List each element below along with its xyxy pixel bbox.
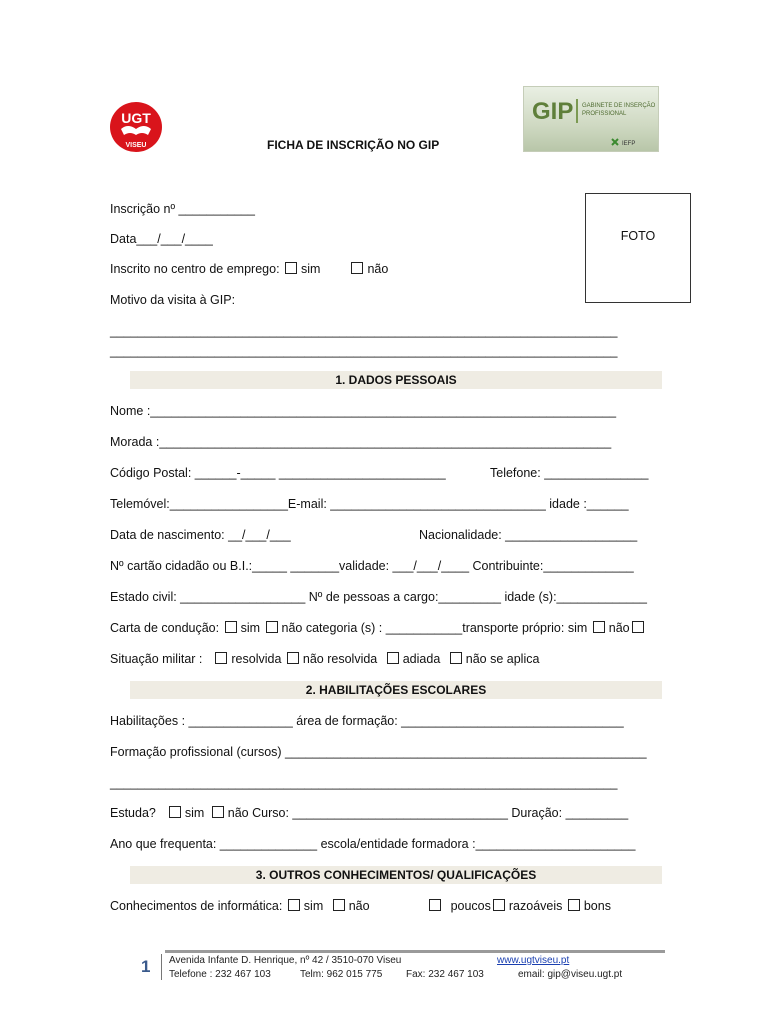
section-2-title: 2. HABILITAÇÕES ESCOLARES	[305, 683, 487, 697]
motivo-line-2[interactable]: _________________________________________________________________________	[110, 344, 618, 358]
gip-logo-line2: PROFISSIONAL	[582, 111, 627, 117]
informatica-nao-label: não	[348, 899, 370, 913]
footer-telm: Telm: 962 015 775	[300, 969, 383, 980]
formacao-line[interactable]: _________________________________________________________________________	[110, 776, 618, 790]
estado-civil-field[interactable]: Estado civil: __________________ Nº de pessoas a cargo:_________ idade (s):_____________	[110, 590, 647, 604]
nome-field[interactable]: Nome :___________________________________________________________________	[110, 404, 617, 418]
transporte-nao-label: não	[608, 621, 630, 635]
footer-email: email: gip@viseu.ugt.pt	[518, 969, 623, 980]
estuda-row	[110, 806, 628, 820]
gip-logo	[523, 86, 659, 152]
ano-frequenta-field[interactable]: Ano que frequenta: ______________ escola/entidade formadora :_______________________	[110, 837, 636, 851]
section-3-header	[130, 866, 662, 884]
carta-row	[110, 621, 648, 635]
telemovel-email-field[interactable]: Telemóvel:_________________E-mail: _______________________________ idade :______	[110, 497, 629, 511]
nivel-poucos-label: poucos	[450, 899, 491, 913]
nivel-razoaveis-label: razoáveis	[508, 899, 563, 913]
carta-nao-checkbox[interactable]	[266, 621, 278, 633]
data-field[interactable]: Data___/___/____	[110, 232, 213, 246]
ugt-viseu-logo	[109, 101, 165, 156]
morada-field[interactable]: Morada :_________________________________________________________________	[110, 435, 612, 449]
inscrito-row	[110, 262, 388, 276]
section-2-header	[130, 681, 662, 699]
section-1-header	[130, 371, 662, 389]
militar-resolvida-checkbox[interactable]	[215, 652, 227, 664]
carta-sim-label: sim	[240, 621, 261, 635]
gip-logo-abbr: GIP	[532, 98, 574, 125]
nivel-poucos-checkbox[interactable]	[429, 899, 441, 911]
estuda-label: Estuda?	[110, 806, 156, 820]
gip-logo-partner: IEFP	[622, 141, 636, 147]
estuda-sim-checkbox[interactable]	[169, 806, 181, 818]
formacao-field[interactable]: Formação profissional (cursos) ____________________________________________________	[110, 745, 647, 759]
nivel-bons-label: bons	[583, 899, 611, 913]
informatica-nao-checkbox[interactable]	[333, 899, 345, 911]
informatica-sim-checkbox[interactable]	[288, 899, 300, 911]
militar-nao-resolvida-checkbox[interactable]	[287, 652, 299, 664]
militar-option: não resolvida	[302, 652, 378, 666]
militar-adiada-checkbox[interactable]	[387, 652, 399, 664]
transporte-sim-checkbox[interactable]	[593, 621, 605, 633]
inscricao-field[interactable]: Inscrição nº ___________	[110, 202, 255, 216]
ugt-logo-text: UGT	[121, 110, 151, 126]
photo-box	[585, 193, 691, 303]
data-nascimento-field[interactable]: Data de nascimento: __/___/___	[110, 528, 291, 542]
footer-telefone: Telefone : 232 467 103	[169, 969, 271, 980]
section-3-title: 3. OUTROS CONHECIMENTOS/ QUALIFICAÇÕES	[255, 868, 537, 882]
inscrito-sim-label: sim	[301, 262, 321, 276]
inscrito-label: Inscrito no centro de emprego:	[110, 262, 280, 276]
inscrito-nao-checkbox[interactable]	[351, 262, 363, 274]
cartao-field[interactable]: Nº cartão cidadão ou B.I.:_____ _______validade: ___/___/____ Contribuinte:_____________	[110, 559, 634, 573]
militar-option: resolvida	[231, 652, 282, 666]
nivel-bons-checkbox[interactable]	[568, 899, 580, 911]
footer-website-link[interactable]: www.ugtviseu.pt	[497, 955, 570, 966]
militar-label: Situação militar :	[110, 652, 203, 666]
page-number: 1	[141, 957, 151, 976]
estuda-nao-checkbox[interactable]	[212, 806, 224, 818]
estuda-sim-label: sim	[184, 806, 205, 820]
motivo-line-1[interactable]: _________________________________________________________________________	[110, 324, 618, 338]
estuda-nao-curso: não Curso: _______________________________ Duração: _________	[227, 806, 629, 820]
inscrito-nao-label: não	[367, 262, 389, 276]
militar-nao-aplica-checkbox[interactable]	[450, 652, 462, 664]
section-1-title: 1. DADOS PESSOAIS	[335, 373, 457, 387]
carta-label: Carta de condução:	[110, 621, 220, 635]
footer-vertical-divider	[161, 954, 162, 980]
photo-label: FOTO	[620, 229, 656, 243]
footer-fax: Fax: 232 467 103	[406, 969, 484, 980]
nacionalidade-field[interactable]: Nacionalidade: ___________________	[419, 528, 638, 542]
informatica-label: Conhecimentos de informática:	[110, 899, 283, 913]
informatica-row	[110, 899, 611, 913]
nivel-razoaveis-checkbox[interactable]	[493, 899, 505, 911]
transporte-nao-checkbox[interactable]	[632, 621, 644, 633]
militar-option: não se aplica	[465, 652, 540, 666]
iefp-icon	[612, 139, 618, 145]
telefone-field[interactable]: Telefone: _______________	[490, 466, 649, 480]
militar-row	[110, 652, 539, 666]
informatica-sim-label: sim	[303, 899, 324, 913]
gip-logo-line1: GABINETE DE INSERÇÃO	[582, 103, 656, 109]
ugt-logo-subtext: VISEU	[125, 142, 147, 149]
militar-option: adiada	[402, 652, 441, 666]
motivo-label: Motivo da visita à GIP:	[110, 293, 236, 307]
footer-address: Avenida Infante D. Henrique, nº 42 / 3510-070 Viseu	[169, 955, 402, 966]
codigo-postal-field[interactable]: Código Postal: ______-_____ ________________________	[110, 466, 446, 480]
habilitacoes-field[interactable]: Habilitações : _______________ área de formação: ________________________________	[110, 714, 624, 728]
inscrito-sim-checkbox[interactable]	[285, 262, 297, 274]
carta-nao-categoria: não categoria (s) : ___________transporte próprio: sim	[281, 621, 588, 635]
page-title: FICHA DE INSCRIÇÃO NO GIP	[267, 138, 440, 152]
carta-sim-checkbox[interactable]	[225, 621, 237, 633]
footer-divider	[165, 950, 665, 953]
